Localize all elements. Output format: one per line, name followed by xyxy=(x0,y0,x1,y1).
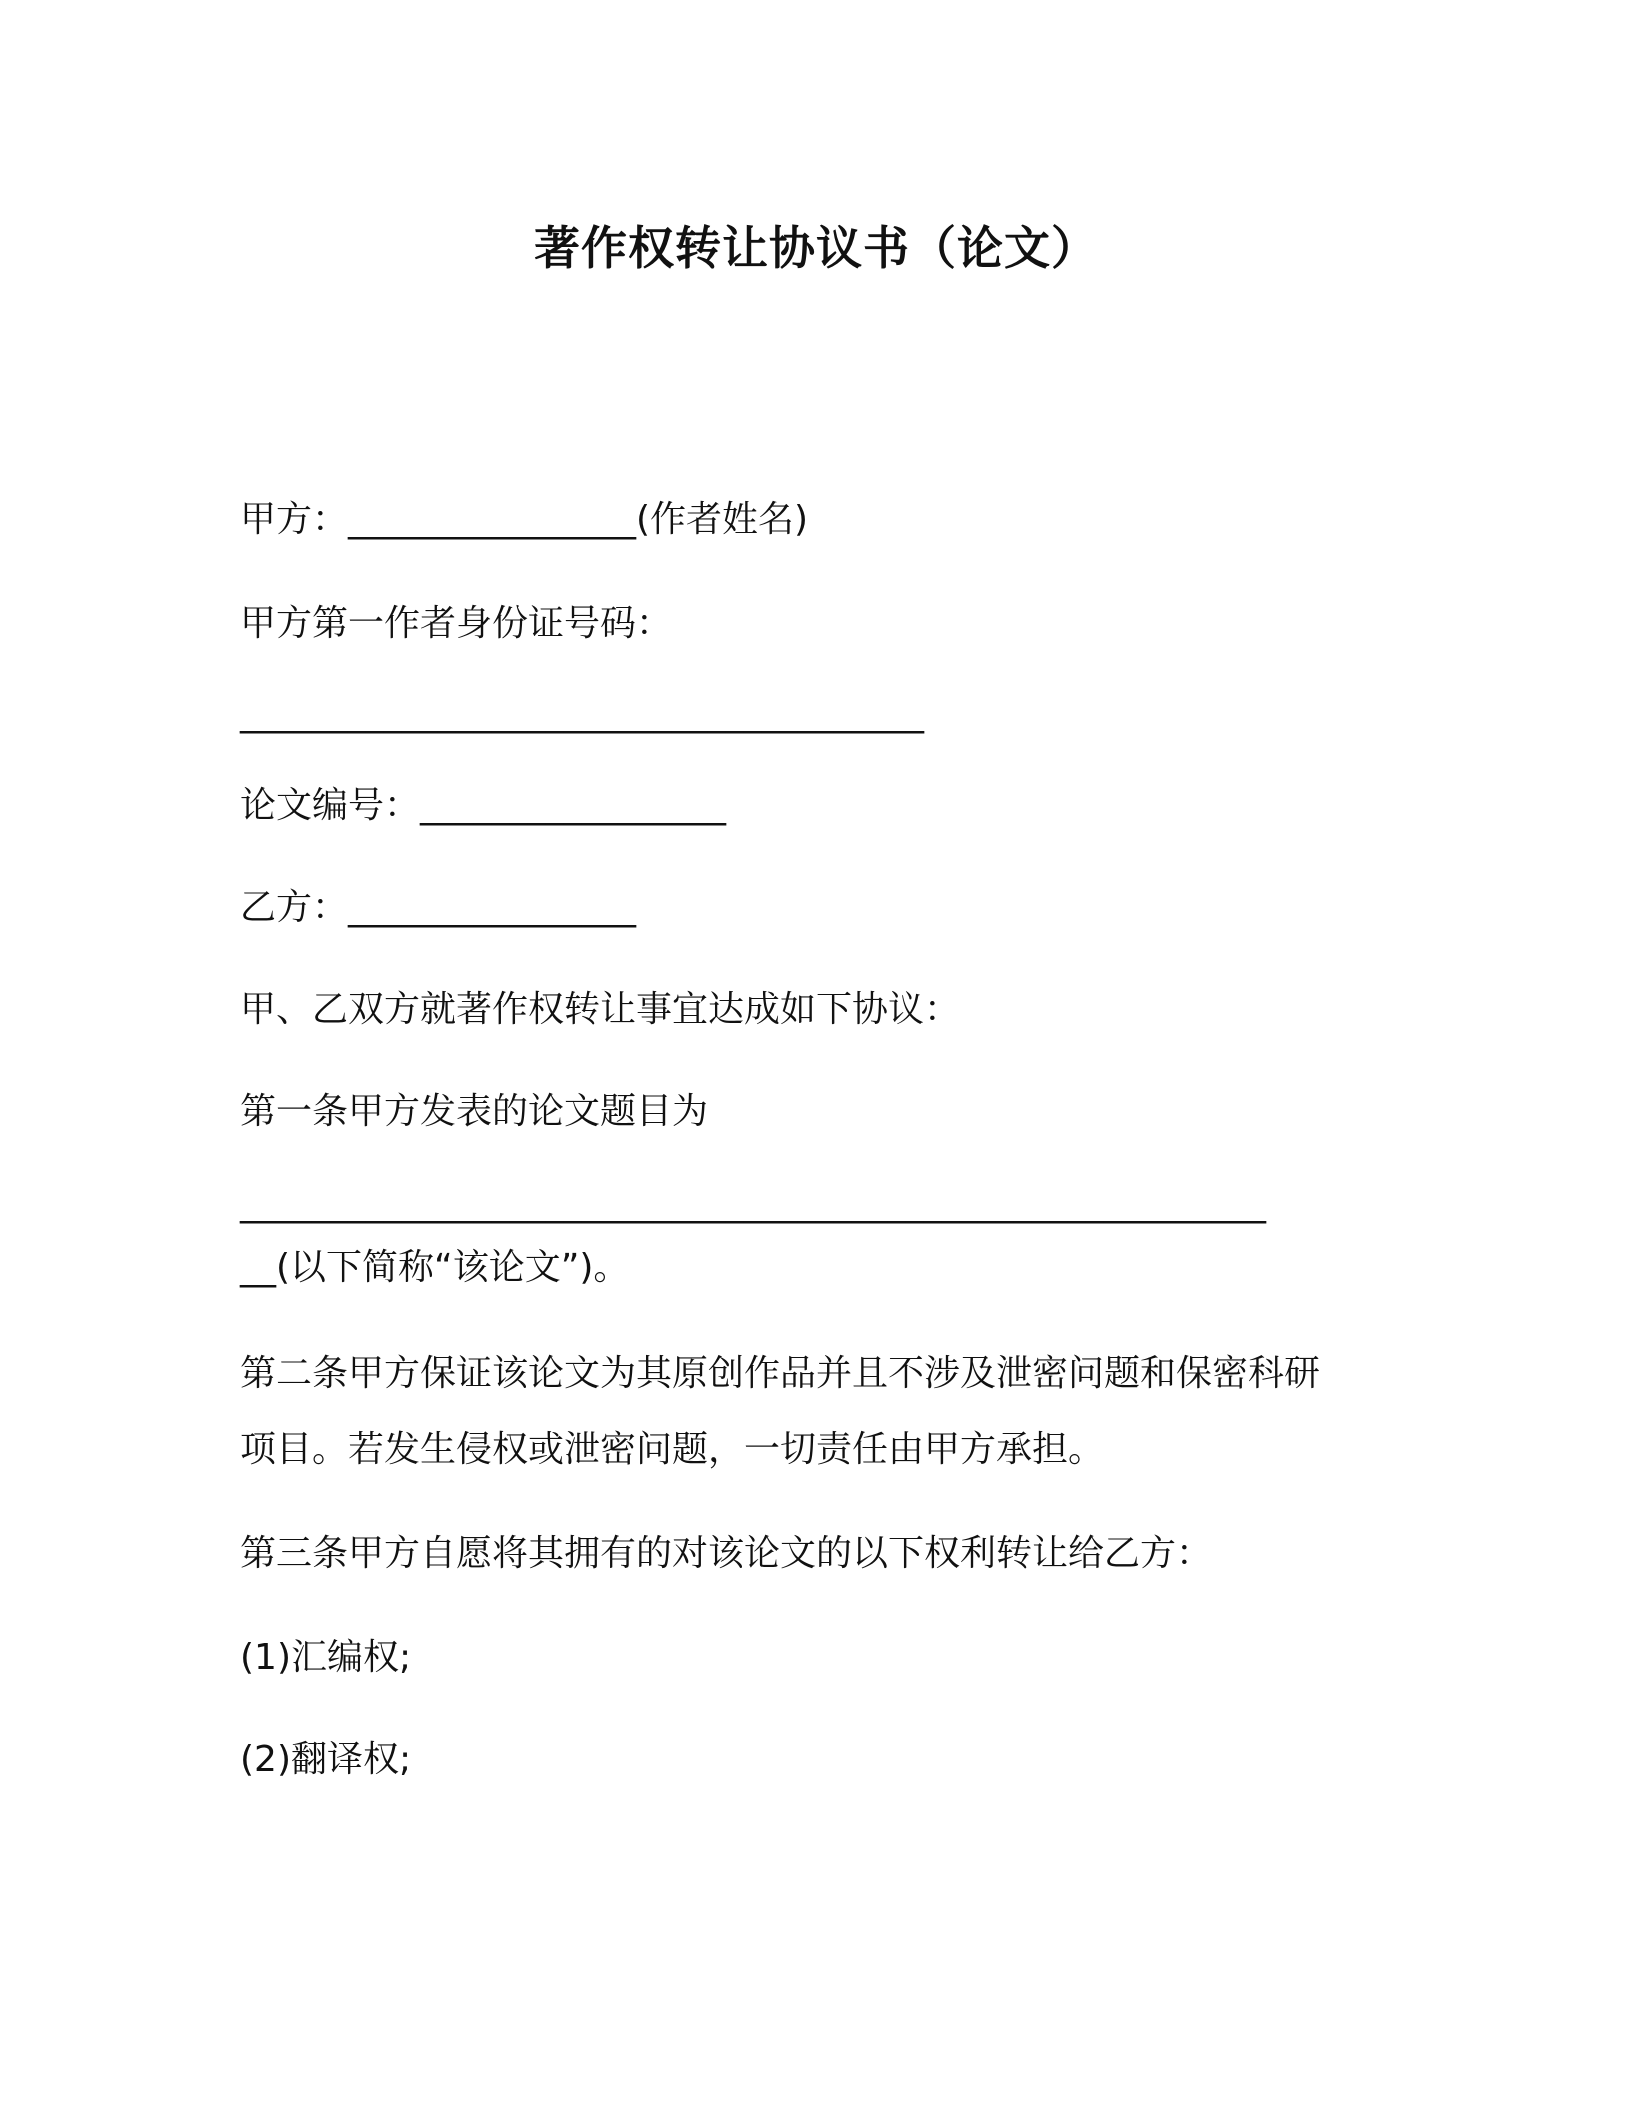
party-a-id-blank: ______________________________________ xyxy=(240,693,924,734)
right-item-2: (2)翻译权; xyxy=(240,1739,412,1780)
right-item-1: (1)汇编权; xyxy=(240,1637,412,1678)
party-a-line: 甲方：________________(作者姓名) xyxy=(240,499,809,540)
article-1-title-line: 第一条甲方发表的论文题目为 xyxy=(240,1091,709,1132)
article-1-continuation: __(以下简称“该论文”)。 xyxy=(240,1247,630,1288)
article-2-line-1: 第二条甲方保证该论文为其原创作品并且不涉及泄密问题和保密科研 xyxy=(240,1353,1321,1394)
article-1-blank: _________________________________________________________ xyxy=(240,1183,1266,1224)
article-2-line-2: 项目。若发生侵权或泄密问题，一切责任由甲方承担。 xyxy=(240,1429,1105,1470)
document-title: 著作权转让协议书（论文） xyxy=(534,221,1098,275)
party-b-line: 乙方：________________ xyxy=(240,887,637,928)
article-3-line: 第三条甲方自愿将其拥有的对该论文的以下权利转让给乙方： xyxy=(240,1533,1213,1574)
paper-number-line: 论文编号：_________________ xyxy=(240,785,727,826)
party-a-id-label: 甲方第一作者身份证号码： xyxy=(240,603,673,644)
agreement-intro: 甲、乙双方就著作权转让事宜达成如下协议： xyxy=(240,989,961,1030)
